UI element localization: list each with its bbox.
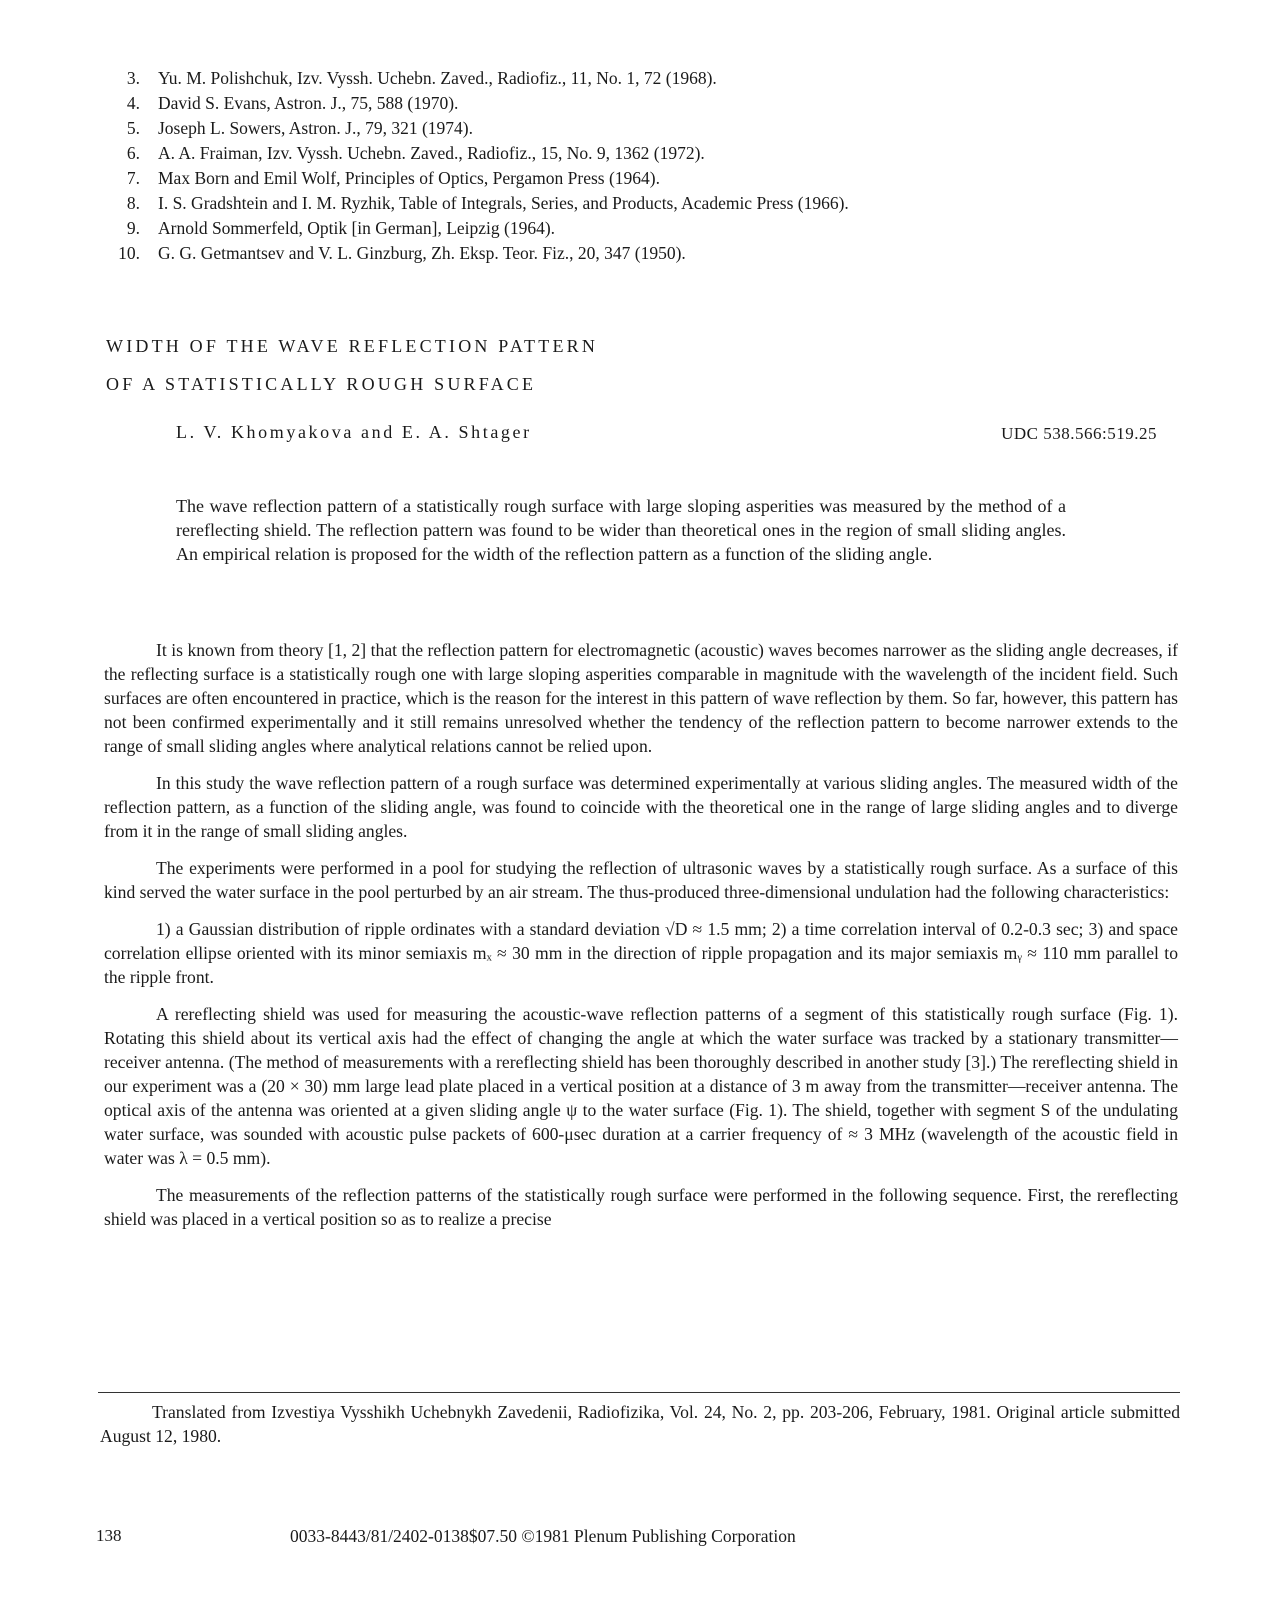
article-body [104,638,1178,1244]
reference-list [100,66,1180,266]
reference-number: 9. [126,218,140,238]
article-abstract: The wave reflection pattern of a statistically rough surface with large sloping asperities was measured by the method of a rereflecting shield. The reflection pattern was found to be wider than theoretical ones in the region of small sliding angles. An empirical relation is proposed for the width of the reflection pattern as a function of the sliding angle. [176,496,1066,564]
article-title-line-2: OF A STATISTICALLY ROUGH SURFACE [106,374,537,394]
reference-item [100,91,1180,116]
reference-text: Arnold Sommerfeld, Optik [in German], Leipzig (1964). [158,218,556,238]
reference-item [100,241,1180,266]
page-number: 138 [96,1526,122,1545]
footnote-divider [98,1392,1180,1393]
reference-text: David S. Evans, Astron. J., 75, 588 (1970). [158,93,459,113]
reference-text: G. G. Getmantsev and V. L. Ginzburg, Zh. Eksp. Teor. Fiz., 20, 347 (1950). [158,243,686,263]
reference-number: 10. [118,243,140,263]
reference-number: 5. [126,118,140,138]
body-paragraph: It is known from theory [1, 2] that the reflection pattern for electromagnetic (acoustic) waves becomes narrower as the sliding angle decreases, if the reflecting surface is a statistically rough one with large sloping asperities comparable in magnitude with the wavelength of the incident field. Such surfaces are often encountered in practice, which is the reason for the interest in this pattern of wave reflection by them. So far, however, this pattern has not been confirmed experimentally and it still remains unresolved whether the tendency of the reflection pattern to become narrower extends to the range of small sliding angles where analytical relations cannot be relied upon. [104,640,1178,756]
reference-text: Max Born and Emil Wolf, Principles of Optics, Pergamon Press (1964). [158,168,660,188]
body-paragraph: 1) a Gaussian distribution of ripple ordinates with a standard deviation √D ≈ 1.5 mm; 2) a time correlation interval of 0.2-0.3 sec; 3) and space correlation ellipse oriented with its minor semiaxis mₓ ≈ 30 mm in the direction of ripple propagation and its major semiaxis mᵧ ≈ 110 mm parallel to the ripple front. [104,919,1178,987]
reference-text: A. A. Fraiman, Izv. Vyssh. Uchebn. Zaved., Radiofiz., 15, No. 9, 1362 (1972). [158,143,705,163]
body-paragraph: The measurements of the reflection patterns of the statistically rough surface were performed in the following sequence. First, the rereflecting shield was placed in a vertical position so as to realize a precise [104,1185,1178,1229]
reference-text: Joseph L. Sowers, Astron. J., 79, 321 (1974). [158,118,473,138]
copyright-line: 0033-8443/81/2402-0138$07.50 ©1981 Plenum Publishing Corporation [290,1526,796,1546]
translation-footnote: Translated from Izvestiya Vysshikh Uchebnykh Zavedenii, Radiofizika, Vol. 24, No. 2, pp. 203-206, February, 1981. Original article submitted August 12, 1980. [100,1402,1180,1446]
reference-number: 8. [126,193,140,213]
reference-text: I. S. Gradshtein and I. M. Ryzhik, Table of Integrals, Series, and Products, Academic Press (1966). [158,193,849,213]
reference-item [100,116,1180,141]
article-title-line-1: WIDTH OF THE WAVE REFLECTION PATTERN [106,336,599,356]
body-paragraph: In this study the wave reflection pattern of a rough surface was determined experimentally at various sliding angles. The measured width of the reflection pattern, as a function of the sliding angle, was found to coincide with the theoretical one in the range of large sliding angles and to diverge from it in the range of small sliding angles. [104,773,1178,841]
reference-text: Yu. M. Polishchuk, Izv. Vyssh. Uchebn. Zaved., Radiofiz., 11, No. 1, 72 (1968). [158,68,717,88]
article-authors: L. V. Khomyakova and E. A. Shtager [176,422,532,442]
reference-item [100,141,1180,166]
reference-item [100,66,1180,91]
reference-item [100,191,1180,216]
reference-number: 6. [126,143,140,163]
reference-number: 7. [126,168,140,188]
reference-number: 3. [126,68,140,88]
reference-item [100,216,1180,241]
body-paragraph: A rereflecting shield was used for measuring the acoustic-wave reflection patterns of a segment of this statistically rough surface (Fig. 1). Rotating this shield about its vertical axis had the effect of changing the angle at which the water surface was tracked by a stationary transmitter—receiver antenna. (The method of measurements with a rereflecting shield has been thoroughly described in another study [3].) The rereflecting shield in our experiment was a (20 × 30) mm large lead plate placed in a vertical position at a distance of 3 m away from the transmitter—receiver antenna. The optical axis of the antenna was oriented at a given sliding angle ψ to the water surface (Fig. 1). The shield, together with segment S of the undulating water surface, was sounded with acoustic pulse packets of 600-μsec duration at a carrier frequency of ≈ 3 MHz (wavelength of the acoustic field in water was λ = 0.5 mm). [104,1004,1178,1168]
udc-code: UDC 538.566:519.25 [1001,424,1157,443]
reference-number: 4. [126,93,140,113]
body-paragraph: The experiments were performed in a pool for studying the reflection of ultrasonic waves by a statistically rough surface. As a surface of this kind served the water surface in the pool perturbed by an air stream. The thus-produced three-dimensional undulation had the following characteristics: [104,858,1178,902]
reference-item [100,166,1180,191]
